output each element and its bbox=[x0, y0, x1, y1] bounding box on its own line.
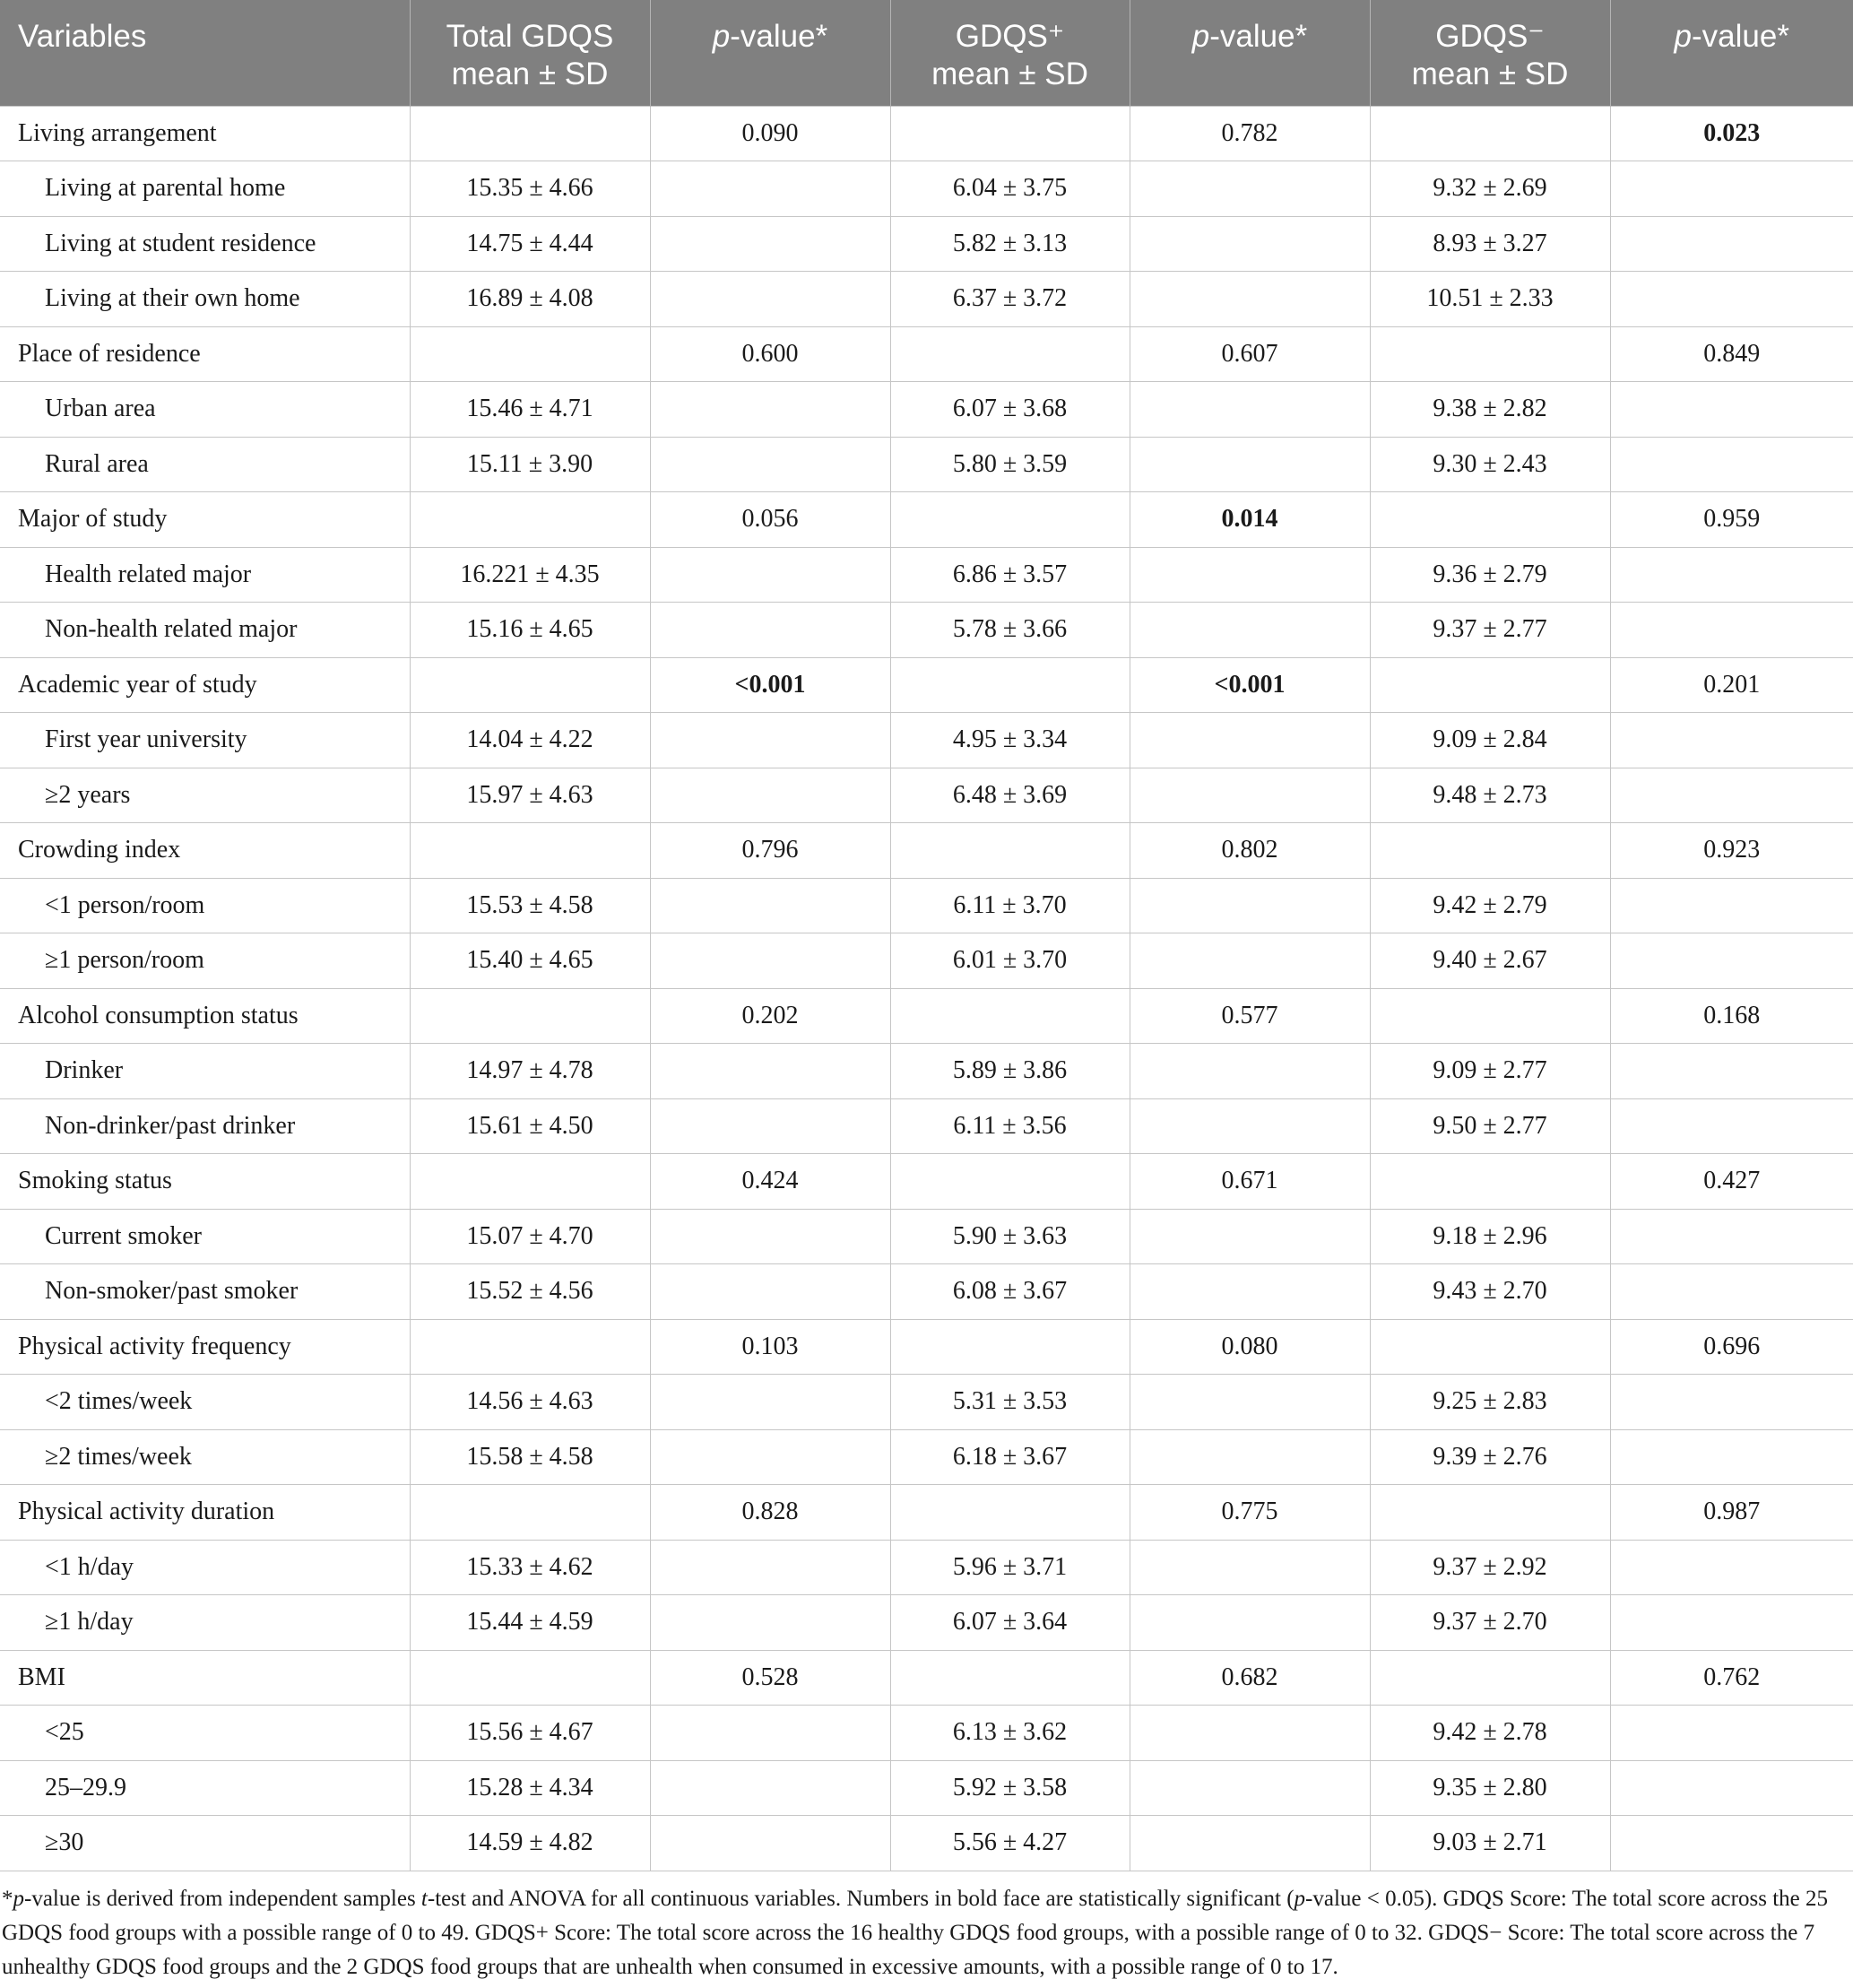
minus-mean-cell: 9.43 ± 2.70 bbox=[1370, 1264, 1610, 1320]
pvalue-plus-cell bbox=[1130, 437, 1370, 492]
plus-mean-cell: 4.95 ± 3.34 bbox=[890, 713, 1130, 768]
pvalue-total-cell bbox=[650, 382, 890, 438]
pvalue-minus-cell bbox=[1610, 1540, 1853, 1595]
plus-mean-cell bbox=[890, 1154, 1130, 1210]
total-mean-cell: 16.221 ± 4.35 bbox=[410, 547, 650, 603]
category-label: Urban area bbox=[0, 382, 410, 438]
plus-mean-cell bbox=[890, 106, 1130, 161]
pvalue-minus-cell bbox=[1610, 161, 1853, 217]
pvalue-total-cell bbox=[650, 161, 890, 217]
pvalue-minus-cell bbox=[1610, 1816, 1853, 1871]
pvalue-plus-cell bbox=[1130, 1595, 1370, 1651]
variable-label: BMI bbox=[0, 1650, 410, 1706]
pvalue-total-cell bbox=[650, 878, 890, 933]
total-mean-cell: 15.11 ± 3.90 bbox=[410, 437, 650, 492]
plus-mean-cell: 6.07 ± 3.68 bbox=[890, 382, 1130, 438]
pvalue-total-cell: 0.056 bbox=[650, 492, 890, 548]
pvalue-plus-cell: 0.577 bbox=[1130, 988, 1370, 1044]
minus-mean-cell: 9.03 ± 2.71 bbox=[1370, 1816, 1610, 1871]
table-row-variable bbox=[0, 657, 1853, 713]
pvalue-plus-cell bbox=[1130, 1540, 1370, 1595]
pvalue-plus-cell bbox=[1130, 272, 1370, 327]
pvalue-minus-cell: 0.849 bbox=[1610, 326, 1853, 382]
total-mean-cell bbox=[410, 823, 650, 879]
plus-mean-cell bbox=[890, 823, 1130, 879]
total-mean-cell: 15.28 ± 4.34 bbox=[410, 1760, 650, 1816]
total-mean-cell: 15.61 ± 4.50 bbox=[410, 1098, 650, 1154]
minus-mean-cell: 9.42 ± 2.78 bbox=[1370, 1706, 1610, 1761]
minus-mean-cell bbox=[1370, 106, 1610, 161]
pvalue-total-cell bbox=[650, 1429, 890, 1485]
pvalue-plus-cell bbox=[1130, 1264, 1370, 1320]
pvalue-minus-cell bbox=[1610, 1375, 1853, 1430]
pvalue-total-cell bbox=[650, 603, 890, 658]
pvalue-total-cell: 0.202 bbox=[650, 988, 890, 1044]
category-label: ≥30 bbox=[0, 1816, 410, 1871]
table-row-subcategory bbox=[0, 382, 1853, 438]
minus-mean-cell: 9.37 ± 2.70 bbox=[1370, 1595, 1610, 1651]
minus-mean-cell: 9.18 ± 2.96 bbox=[1370, 1209, 1610, 1264]
pvalue-total-cell bbox=[650, 1098, 890, 1154]
pvalue-minus-cell bbox=[1610, 878, 1853, 933]
pvalue-plus-cell: 0.802 bbox=[1130, 823, 1370, 879]
minus-mean-cell: 9.37 ± 2.92 bbox=[1370, 1540, 1610, 1595]
pvalue-total-cell bbox=[650, 1044, 890, 1099]
category-label: Rural area bbox=[0, 437, 410, 492]
table-row-subcategory bbox=[0, 603, 1853, 658]
plus-mean-cell: 5.80 ± 3.59 bbox=[890, 437, 1130, 492]
pvalue-total-cell bbox=[650, 768, 890, 823]
category-label: Non-health related major bbox=[0, 603, 410, 658]
category-label: Living at student residence bbox=[0, 216, 410, 272]
total-mean-cell: 14.75 ± 4.44 bbox=[410, 216, 650, 272]
table-row-variable bbox=[0, 1154, 1853, 1210]
pvalue-total-cell bbox=[650, 547, 890, 603]
minus-mean-cell: 9.50 ± 2.77 bbox=[1370, 1098, 1610, 1154]
minus-mean-cell bbox=[1370, 823, 1610, 879]
total-mean-cell: 15.35 ± 4.66 bbox=[410, 161, 650, 217]
pvalue-total-cell bbox=[650, 1816, 890, 1871]
minus-mean-cell: 9.48 ± 2.73 bbox=[1370, 768, 1610, 823]
pvalue-minus-cell bbox=[1610, 1595, 1853, 1651]
plus-mean-cell: 5.82 ± 3.13 bbox=[890, 216, 1130, 272]
total-mean-cell: 15.07 ± 4.70 bbox=[410, 1209, 650, 1264]
table-row-variable bbox=[0, 1485, 1853, 1541]
pvalue-minus-cell bbox=[1610, 437, 1853, 492]
plus-mean-cell: 5.92 ± 3.58 bbox=[890, 1760, 1130, 1816]
total-mean-cell bbox=[410, 1319, 650, 1375]
pvalue-minus-cell: 0.023 bbox=[1610, 106, 1853, 161]
category-label: Current smoker bbox=[0, 1209, 410, 1264]
header-pvalue-minus: p-value* bbox=[1610, 0, 1853, 106]
total-mean-cell bbox=[410, 1485, 650, 1541]
total-mean-cell bbox=[410, 988, 650, 1044]
category-label: ≥1 h/day bbox=[0, 1595, 410, 1651]
variable-label: Smoking status bbox=[0, 1154, 410, 1210]
plus-mean-cell: 6.37 ± 3.72 bbox=[890, 272, 1130, 327]
plus-mean-cell bbox=[890, 1650, 1130, 1706]
pvalue-plus-cell bbox=[1130, 1816, 1370, 1871]
pvalue-minus-cell bbox=[1610, 1098, 1853, 1154]
variable-label: Place of residence bbox=[0, 326, 410, 382]
variable-label: Academic year of study bbox=[0, 657, 410, 713]
table-row-subcategory bbox=[0, 1209, 1853, 1264]
variable-label: Alcohol consumption status bbox=[0, 988, 410, 1044]
pvalue-minus-cell bbox=[1610, 1044, 1853, 1099]
pvalue-plus-cell: 0.671 bbox=[1130, 1154, 1370, 1210]
table-row-subcategory bbox=[0, 1098, 1853, 1154]
total-mean-cell bbox=[410, 1650, 650, 1706]
plus-mean-cell: 6.18 ± 3.67 bbox=[890, 1429, 1130, 1485]
minus-mean-cell bbox=[1370, 326, 1610, 382]
table-row-variable bbox=[0, 1650, 1853, 1706]
pvalue-minus-cell: 0.959 bbox=[1610, 492, 1853, 548]
table-footnote: *p-value is derived from independent samples t-test and ANOVA for all continuous variables. Numbers in bold face are statistically significant (p-value < 0.05). GDQS Score: The total score across the 25 GDQS food groups with a possible range of 0 to 49. GDQS+ Score: The total score across the 16 healthy GDQS food groups, with a possible range of 0 to 32. GDQS− Score: The total score across the 7 unhealthy GDQS food groups and the 2 GDQS food groups that are unhealth when consumed in excessive amounts, with a possible range of 0 to 17. bbox=[2, 1886, 1828, 1979]
minus-mean-cell bbox=[1370, 1154, 1610, 1210]
total-mean-cell: 16.89 ± 4.08 bbox=[410, 272, 650, 327]
table-header bbox=[0, 0, 1853, 106]
table-row-subcategory bbox=[0, 1706, 1853, 1761]
table-row-variable bbox=[0, 823, 1853, 879]
pvalue-total-cell: 0.828 bbox=[650, 1485, 890, 1541]
pvalue-total-cell bbox=[650, 933, 890, 989]
plus-mean-cell: 6.08 ± 3.67 bbox=[890, 1264, 1130, 1320]
variable-label: Crowding index bbox=[0, 823, 410, 879]
pvalue-total-cell bbox=[650, 1706, 890, 1761]
total-mean-cell: 14.04 ± 4.22 bbox=[410, 713, 650, 768]
pvalue-total-cell bbox=[650, 1540, 890, 1595]
total-mean-cell bbox=[410, 326, 650, 382]
pvalue-total-cell bbox=[650, 1209, 890, 1264]
category-label: 25–29.9 bbox=[0, 1760, 410, 1816]
total-mean-cell: 15.44 ± 4.59 bbox=[410, 1595, 650, 1651]
total-mean-cell: 15.46 ± 4.71 bbox=[410, 382, 650, 438]
total-mean-cell bbox=[410, 1154, 650, 1210]
category-label: ≥1 person/room bbox=[0, 933, 410, 989]
table-row-variable bbox=[0, 492, 1853, 548]
minus-mean-cell: 9.32 ± 2.69 bbox=[1370, 161, 1610, 217]
pvalue-plus-cell bbox=[1130, 1209, 1370, 1264]
minus-mean-cell: 9.30 ± 2.43 bbox=[1370, 437, 1610, 492]
table-row-subcategory bbox=[0, 1429, 1853, 1485]
minus-mean-cell bbox=[1370, 1650, 1610, 1706]
total-mean-cell: 14.59 ± 4.82 bbox=[410, 1816, 650, 1871]
plus-mean-cell: 6.01 ± 3.70 bbox=[890, 933, 1130, 989]
plus-mean-cell bbox=[890, 988, 1130, 1044]
plus-mean-cell: 6.07 ± 3.64 bbox=[890, 1595, 1130, 1651]
plus-mean-cell: 5.89 ± 3.86 bbox=[890, 1044, 1130, 1099]
minus-mean-cell: 10.51 ± 2.33 bbox=[1370, 272, 1610, 327]
minus-mean-cell: 9.38 ± 2.82 bbox=[1370, 382, 1610, 438]
total-mean-cell: 15.33 ± 4.62 bbox=[410, 1540, 650, 1595]
category-label: ≥2 years bbox=[0, 768, 410, 823]
pvalue-minus-cell bbox=[1610, 603, 1853, 658]
category-label: First year university bbox=[0, 713, 410, 768]
total-mean-cell bbox=[410, 657, 650, 713]
table-row-variable bbox=[0, 988, 1853, 1044]
pvalue-total-cell: 0.528 bbox=[650, 1650, 890, 1706]
category-label: Living at their own home bbox=[0, 272, 410, 327]
table-row-subcategory bbox=[0, 1375, 1853, 1430]
pvalue-plus-cell: 0.782 bbox=[1130, 106, 1370, 161]
table-row-subcategory bbox=[0, 216, 1853, 272]
total-mean-cell: 15.97 ± 4.63 bbox=[410, 768, 650, 823]
minus-mean-cell: 9.09 ± 2.84 bbox=[1370, 713, 1610, 768]
variable-label: Physical activity duration bbox=[0, 1485, 410, 1541]
header-row bbox=[0, 0, 1853, 106]
category-label: <1 h/day bbox=[0, 1540, 410, 1595]
total-mean-cell bbox=[410, 106, 650, 161]
pvalue-plus-cell: <0.001 bbox=[1130, 657, 1370, 713]
minus-mean-cell bbox=[1370, 1485, 1610, 1541]
table-row-subcategory bbox=[0, 1264, 1853, 1320]
plus-mean-cell: 5.31 ± 3.53 bbox=[890, 1375, 1130, 1430]
table-row-subcategory bbox=[0, 161, 1853, 217]
pvalue-total-cell bbox=[650, 272, 890, 327]
total-mean-cell: 14.97 ± 4.78 bbox=[410, 1044, 650, 1099]
pvalue-plus-cell bbox=[1130, 713, 1370, 768]
total-mean-cell: 15.52 ± 4.56 bbox=[410, 1264, 650, 1320]
pvalue-total-cell bbox=[650, 1375, 890, 1430]
plus-mean-cell: 5.96 ± 3.71 bbox=[890, 1540, 1130, 1595]
minus-mean-cell: 9.39 ± 2.76 bbox=[1370, 1429, 1610, 1485]
minus-mean-cell bbox=[1370, 988, 1610, 1044]
category-label: Non-drinker/past drinker bbox=[0, 1098, 410, 1154]
pvalue-plus-cell bbox=[1130, 878, 1370, 933]
pvalue-minus-cell: 0.427 bbox=[1610, 1154, 1853, 1210]
pvalue-minus-cell bbox=[1610, 1760, 1853, 1816]
plus-mean-cell bbox=[890, 326, 1130, 382]
pvalue-total-cell: 0.424 bbox=[650, 1154, 890, 1210]
pvalue-plus-cell bbox=[1130, 547, 1370, 603]
pvalue-minus-cell bbox=[1610, 1209, 1853, 1264]
plus-mean-cell: 6.48 ± 3.69 bbox=[890, 768, 1130, 823]
table-row-subcategory bbox=[0, 713, 1853, 768]
header-pvalue-total: p-value* bbox=[650, 0, 890, 106]
pvalue-plus-cell: 0.682 bbox=[1130, 1650, 1370, 1706]
plus-mean-cell bbox=[890, 1319, 1130, 1375]
category-label: Non-smoker/past smoker bbox=[0, 1264, 410, 1320]
table-row-subcategory bbox=[0, 1595, 1853, 1651]
table-row-subcategory bbox=[0, 1044, 1853, 1099]
pvalue-total-cell bbox=[650, 1595, 890, 1651]
minus-mean-cell: 9.09 ± 2.77 bbox=[1370, 1044, 1610, 1099]
table-row-subcategory bbox=[0, 1816, 1853, 1871]
pvalue-plus-cell bbox=[1130, 1429, 1370, 1485]
minus-mean-cell: 9.40 ± 2.67 bbox=[1370, 933, 1610, 989]
table-body bbox=[0, 106, 1853, 1871]
minus-mean-cell bbox=[1370, 1319, 1610, 1375]
category-label: <25 bbox=[0, 1706, 410, 1761]
pvalue-plus-cell: 0.014 bbox=[1130, 492, 1370, 548]
pvalue-plus-cell bbox=[1130, 1760, 1370, 1816]
pvalue-total-cell bbox=[650, 1760, 890, 1816]
total-mean-cell bbox=[410, 492, 650, 548]
pvalue-minus-cell: 0.168 bbox=[1610, 988, 1853, 1044]
pvalue-minus-cell bbox=[1610, 1429, 1853, 1485]
pvalue-total-cell: 0.103 bbox=[650, 1319, 890, 1375]
pvalue-total-cell bbox=[650, 713, 890, 768]
minus-mean-cell bbox=[1370, 657, 1610, 713]
pvalue-total-cell bbox=[650, 437, 890, 492]
minus-mean-cell bbox=[1370, 492, 1610, 548]
plus-mean-cell: 5.78 ± 3.66 bbox=[890, 603, 1130, 658]
plus-mean-cell: 6.04 ± 3.75 bbox=[890, 161, 1130, 217]
plus-mean-cell: 5.90 ± 3.63 bbox=[890, 1209, 1130, 1264]
category-label: Health related major bbox=[0, 547, 410, 603]
header-pvalue-plus: p-value* bbox=[1130, 0, 1370, 106]
pvalue-plus-cell bbox=[1130, 216, 1370, 272]
pvalue-minus-cell: 0.201 bbox=[1610, 657, 1853, 713]
pvalue-minus-cell bbox=[1610, 1264, 1853, 1320]
pvalue-total-cell: 0.796 bbox=[650, 823, 890, 879]
total-mean-cell: 15.40 ± 4.65 bbox=[410, 933, 650, 989]
pvalue-minus-cell bbox=[1610, 933, 1853, 989]
pvalue-plus-cell bbox=[1130, 382, 1370, 438]
table-row-subcategory bbox=[0, 1760, 1853, 1816]
variable-label: Living arrangement bbox=[0, 106, 410, 161]
minus-mean-cell: 9.42 ± 2.79 bbox=[1370, 878, 1610, 933]
table-row-variable bbox=[0, 326, 1853, 382]
total-mean-cell: 14.56 ± 4.63 bbox=[410, 1375, 650, 1430]
pvalue-minus-cell bbox=[1610, 713, 1853, 768]
pvalue-minus-cell bbox=[1610, 547, 1853, 603]
pvalue-total-cell: <0.001 bbox=[650, 657, 890, 713]
pvalue-plus-cell: 0.607 bbox=[1130, 326, 1370, 382]
table-row-subcategory bbox=[0, 933, 1853, 989]
table-row-subcategory bbox=[0, 547, 1853, 603]
pvalue-plus-cell bbox=[1130, 768, 1370, 823]
category-label: Drinker bbox=[0, 1044, 410, 1099]
pvalue-plus-cell bbox=[1130, 1375, 1370, 1430]
minus-mean-cell: 9.37 ± 2.77 bbox=[1370, 603, 1610, 658]
pvalue-minus-cell bbox=[1610, 216, 1853, 272]
pvalue-total-cell: 0.090 bbox=[650, 106, 890, 161]
category-label: Living at parental home bbox=[0, 161, 410, 217]
plus-mean-cell bbox=[890, 657, 1130, 713]
category-label: <2 times/week bbox=[0, 1375, 410, 1430]
table-row-variable bbox=[0, 106, 1853, 161]
table-row-subcategory bbox=[0, 878, 1853, 933]
pvalue-minus-cell bbox=[1610, 768, 1853, 823]
pvalue-minus-cell bbox=[1610, 272, 1853, 327]
pvalue-total-cell bbox=[650, 1264, 890, 1320]
pvalue-plus-cell: 0.080 bbox=[1130, 1319, 1370, 1375]
pvalue-plus-cell bbox=[1130, 603, 1370, 658]
header-gdqs-minus: GDQS⁻ mean ± SD bbox=[1370, 0, 1610, 106]
minus-mean-cell: 9.35 ± 2.80 bbox=[1370, 1760, 1610, 1816]
pvalue-plus-cell bbox=[1130, 933, 1370, 989]
table-row-variable bbox=[0, 1319, 1853, 1375]
plus-mean-cell: 6.13 ± 3.62 bbox=[890, 1706, 1130, 1761]
table-row-subcategory bbox=[0, 272, 1853, 327]
plus-mean-cell: 5.56 ± 4.27 bbox=[890, 1816, 1130, 1871]
pvalue-minus-cell: 0.762 bbox=[1610, 1650, 1853, 1706]
pvalue-plus-cell: 0.775 bbox=[1130, 1485, 1370, 1541]
pvalue-total-cell bbox=[650, 216, 890, 272]
plus-mean-cell: 6.86 ± 3.57 bbox=[890, 547, 1130, 603]
header-total-gdqs: Total GDQS mean ± SD bbox=[410, 0, 650, 106]
plus-mean-cell bbox=[890, 1485, 1130, 1541]
category-label: ≥2 times/week bbox=[0, 1429, 410, 1485]
variable-label: Major of study bbox=[0, 492, 410, 548]
table-row-subcategory bbox=[0, 437, 1853, 492]
variable-label: Physical activity frequency bbox=[0, 1319, 410, 1375]
total-mean-cell: 15.16 ± 4.65 bbox=[410, 603, 650, 658]
pvalue-plus-cell bbox=[1130, 1098, 1370, 1154]
minus-mean-cell: 9.25 ± 2.83 bbox=[1370, 1375, 1610, 1430]
table-row-subcategory bbox=[0, 768, 1853, 823]
total-mean-cell: 15.53 ± 4.58 bbox=[410, 878, 650, 933]
plus-mean-cell: 6.11 ± 3.70 bbox=[890, 878, 1130, 933]
total-mean-cell: 15.56 ± 4.67 bbox=[410, 1706, 650, 1761]
minus-mean-cell: 9.36 ± 2.79 bbox=[1370, 547, 1610, 603]
pvalue-minus-cell: 0.923 bbox=[1610, 823, 1853, 879]
pvalue-minus-cell: 0.696 bbox=[1610, 1319, 1853, 1375]
pvalue-minus-cell bbox=[1610, 382, 1853, 438]
header-variables: Variables bbox=[0, 0, 410, 106]
pvalue-total-cell: 0.600 bbox=[650, 326, 890, 382]
pvalue-plus-cell bbox=[1130, 161, 1370, 217]
category-label: <1 person/room bbox=[0, 878, 410, 933]
table-row-subcategory bbox=[0, 1540, 1853, 1595]
total-mean-cell: 15.58 ± 4.58 bbox=[410, 1429, 650, 1485]
pvalue-plus-cell bbox=[1130, 1706, 1370, 1761]
header-gdqs-plus: GDQS⁺ mean ± SD bbox=[890, 0, 1130, 106]
pvalue-minus-cell: 0.987 bbox=[1610, 1485, 1853, 1541]
minus-mean-cell: 8.93 ± 3.27 bbox=[1370, 216, 1610, 272]
plus-mean-cell bbox=[890, 492, 1130, 548]
pvalue-minus-cell bbox=[1610, 1706, 1853, 1761]
pvalue-plus-cell bbox=[1130, 1044, 1370, 1099]
plus-mean-cell: 6.11 ± 3.56 bbox=[890, 1098, 1130, 1154]
